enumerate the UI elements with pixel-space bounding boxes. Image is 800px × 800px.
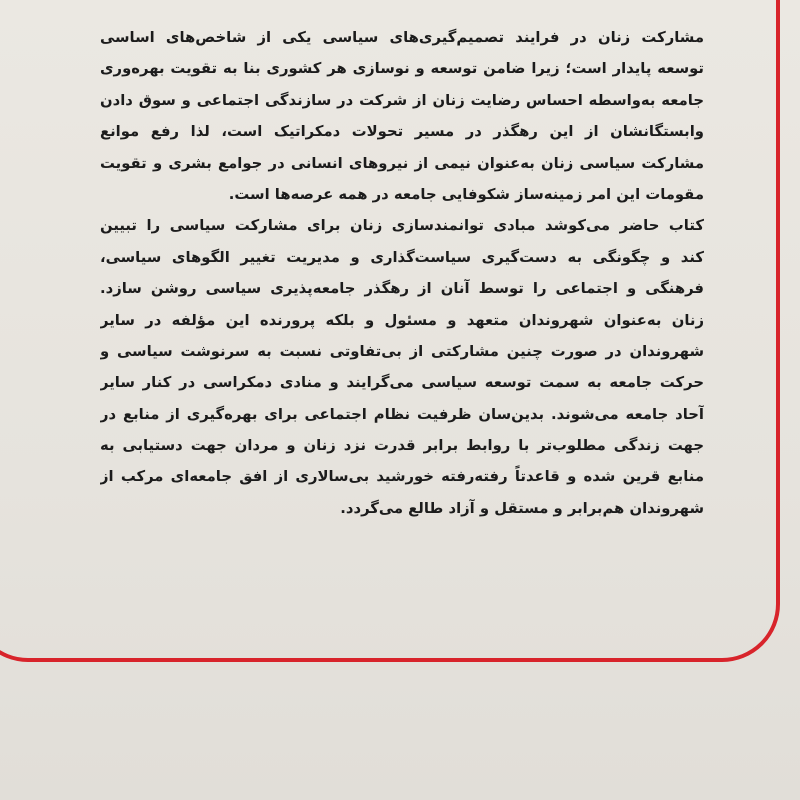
paragraph-1 <box>100 22 704 210</box>
text-line: منابع قرین شده و قاعدتاً رفته‌رفته خورشید بی‌سالاری از افق جامعه‌ای مرکب از <box>100 468 704 486</box>
text-line: حرکت جامعه به سمت توسعه سیاسی می‌گرایند و منادی دمکراسی در کنار سایر <box>100 374 704 392</box>
text-line: وابستگانشان از این رهگذر در مسیر تحولات دمکراتیک است، لذا رفع موانع <box>100 123 704 141</box>
text-line: کتاب حاضر می‌کوشد مبادی توانمندسازی زنان برای مشارکت سیاسی را تبیین <box>100 217 704 235</box>
text-line: کند و چگونگی به دست‌گیری سیاست‌گذاری و مدیریت تغییر الگوهای سیاسی، <box>100 248 704 266</box>
text-line: شهروندان در صورت چنین مشارکتی از بی‌تفاوتی نسبت به سرنوشت سیاسی و <box>100 342 704 360</box>
text-line: مشارکت زنان در فرایند تصمیم‌گیری‌های سیاسی یکی از شاخص‌های اساسی <box>100 29 704 46</box>
blurb-text <box>100 22 704 524</box>
text-line: شهروندان هم‌برابر و مستقل و آزاد طالع می‌گردد. <box>340 499 704 517</box>
text-line: جهت زندگی مطلوب‌تر با روابط برابر قدرت نزد زنان و مردان جهت دستیابی به <box>100 437 704 455</box>
text-line: فرهنگی و اجتماعی را توسط آنان از رهگذر جامعه‌پذیری سیاسی روشن سازد. <box>100 280 704 298</box>
text-line: زنان به‌عنوان شهروندان متعهد و مسئول و بلکه پرورنده این مؤلفه در سایر <box>100 311 704 329</box>
text-line: مشارکت سیاسی زنان به‌عنوان نیمی از نیروهای انسانی در جوامع بشری و تقویت <box>100 154 704 172</box>
text-line: توسعه پایدار است؛ زیرا ضامن توسعه و نوسازی هر کشوری بنا به تقویت بهره‌وری <box>100 60 704 78</box>
paragraph-2 <box>100 210 704 524</box>
text-line: جامعه به‌واسطه احساس رضایت زنان از شرکت در سازندگی اجتماعی و سوق دادن <box>100 91 704 109</box>
text-line: آحاد جامعه می‌شوند. بدین‌سان ظرفیت نظام اجتماعی برای بهره‌گیری از منابع در <box>100 405 704 423</box>
text-line: مقومات این امر زمینه‌ساز شکوفایی جامعه در همه عرصه‌ها است. <box>228 185 704 203</box>
